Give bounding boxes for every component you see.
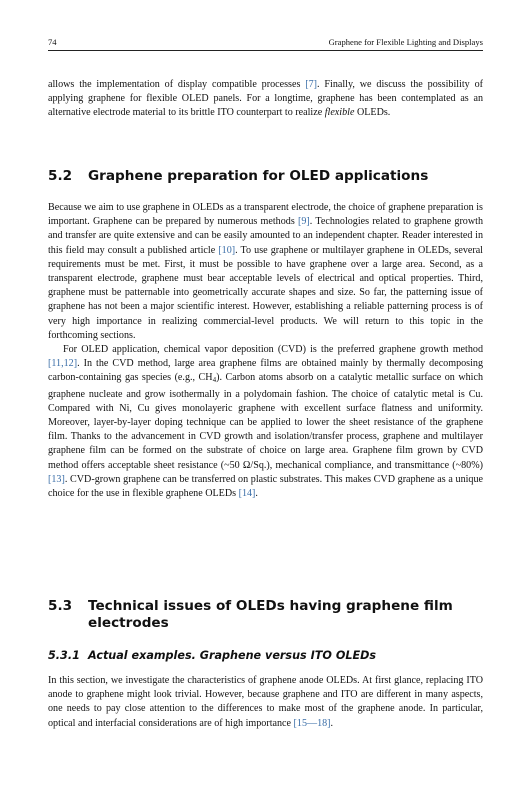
header-rule [48, 50, 483, 51]
citation-link[interactable]: [11,12] [48, 358, 78, 370]
citation-link[interactable]: [7] [305, 79, 318, 90]
section-5-2-paragraph-1: Because we aim to use graphene in OLEDs as a transparent electrode, the choice of graphene preparation is important. Graphene can be prepared by numerous methods [9]. Technologies related to graphene growth and transfer are quite extensive and can be easily amounted to an independent chapter. Reader interested in this field may consult a published article [10]. To use graphene or multilayer graphene in OLEDs, several requirements must be met. First, it must be possible to have graphene over a large area. Second, as a transparent electrode, graphene must bear acceptable levels of electrical and optical properties. Third, graphene must be patternable into geometrically accurate shapes and size. So far, the patterning issue of graphene has not been a major scientific interest. However, establishing a reliable patterning process is of very high importance in realizing commercial-level products. We will return to this topic in the forthcoming sections. [48, 202, 483, 341]
section-5-3-1-body [48, 674, 483, 731]
running-title: Graphene for Flexible Lighting and Displays [328, 37, 483, 47]
subsection-number: 5.3.1 [48, 649, 80, 662]
citation-link[interactable]: [13] [48, 473, 65, 485]
section-5-2-body [48, 201, 483, 501]
section-5-2-paragraph-2: For OLED application, chemical vapor deposition (CVD) is the preferred graphene growth method [11,12]. In the CVD method, large area graphene films are obtained mainly by thermally decomposing carbon-containing gas species (e.g., $CH_4$). Carbon atoms absorb on a catalytic metallic surface on which graphene nucleate and grow isothermally in a polydomain fashion. The choice of catalytic metal is Cu. Compared with Ni, Cu gives monolayeric graphene with excellent surface flatness and uniformity. Moreover, layer-by-layer doping technique can be applied to lower the sheet resistance of the graphene film. Thanks to the advancement in CVD growth and isolation/transfer process, graphene and multilayer graphene film can be formed on the substrate of choice on large area. Graphene film grown by CVD method offers acceptable sheet resistance (~50 Ω/Sq.), mechanical compliance, and transmittance (~80%) [13]. CVD-grown graphene can be transferred on plastic substrates. This makes CVD graphene as a unique choice for the use in flexible graphene OLEDs [14]. [48, 344, 483, 500]
citation-link[interactable]: [14] [238, 488, 256, 500]
citation-link[interactable]: [15—18] [293, 717, 331, 729]
section-number: 5.2 [48, 168, 73, 184]
subsection-heading-5-3-1 [48, 649, 483, 663]
section-number: 5.3 [48, 598, 73, 614]
section-heading-5-3 [48, 598, 483, 632]
running-header [48, 33, 483, 47]
section-title: Technical issues of OLEDs having graphene film electrodes [88, 598, 453, 631]
page-number: 74 [48, 37, 57, 47]
intro-paragraph: allows the implementation of display compatible processes [7]. Finally, we discuss the possibility of applying graphene for flexible OLED panels. For a longtime, graphene has been contemplated as an alternative electrode material to its brittle ITO counterpart to realize flexible OLEDs. [48, 79, 483, 119]
subsection-title: Actual examples. Graphene versus ITO OLEDs [88, 649, 377, 662]
citation-link[interactable]: [9] [298, 216, 310, 228]
section-heading-5-2 [48, 168, 483, 185]
citation-link[interactable]: [10] [218, 244, 236, 256]
section-title: Graphene preparation for OLED applications [88, 168, 429, 184]
intro-paragraph-block [48, 78, 483, 121]
section-5-3-1-paragraph-1: In this section, we investigate the characteristics of graphene anode OLEDs. At first glance, replacing ITO anode to graphene might look trivial. However, because graphene and ITO are different in many aspects, one needs to pay close attention to the differences to make most of the graphene anode. In particular, optical and interfacial considerations are of high importance [15—18]. [48, 675, 483, 729]
